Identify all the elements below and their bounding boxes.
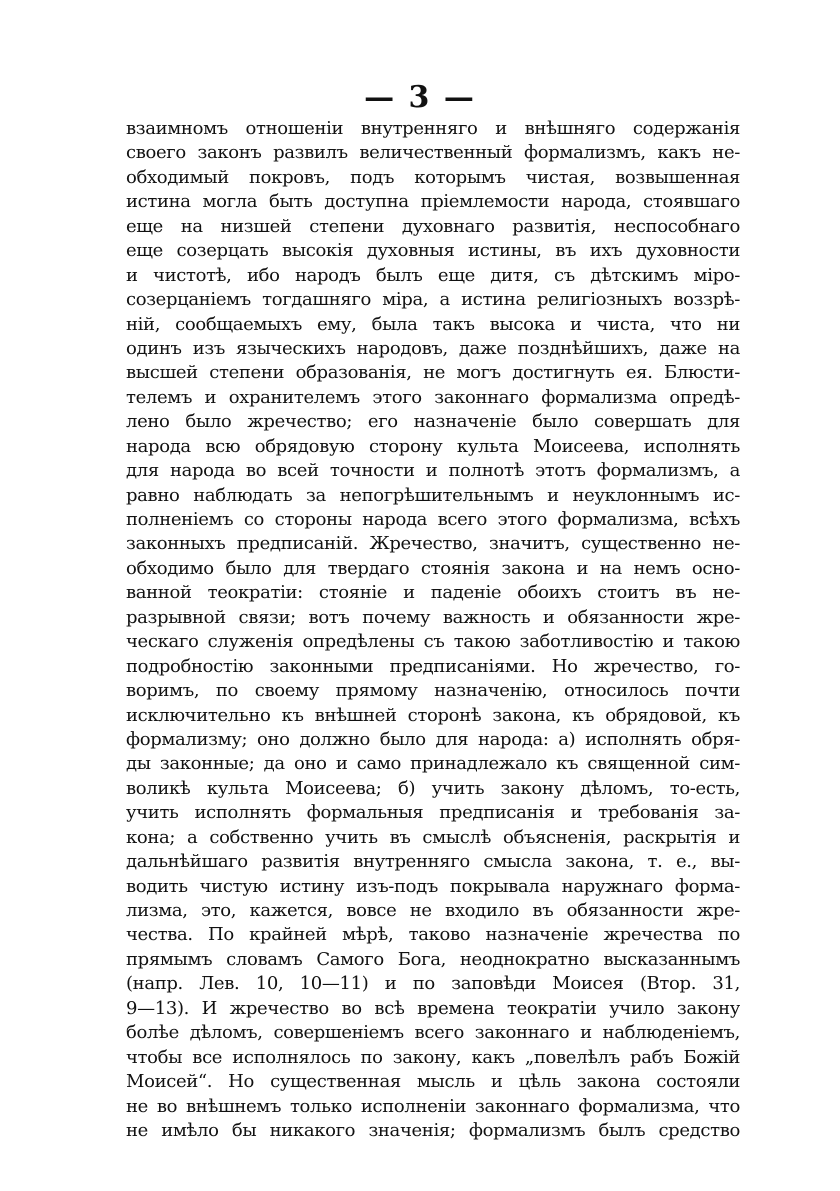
text-line: разрывной связи; вотъ почему важность и обязанности жре-: [126, 606, 740, 628]
text-line: обходимо было для твердаго стоянія закона и на немъ осно-: [126, 557, 740, 579]
text-line: 9—13). И жречество во всѣ времена теократіи учило закону: [126, 997, 740, 1019]
text-line: дальнѣйшаго развитія внутренняго смысла закона, т. е., вы-: [126, 851, 740, 873]
text-line: кона; а собственно учить въ смыслѣ объясненія, раскрытія и: [126, 826, 740, 848]
text-line: чтобы все исполнялось по закону, какъ „повелѣлъ рабъ Божій: [126, 1046, 740, 1068]
text-line: подробностію законными предписаніями. Но жречество, го-: [126, 655, 740, 677]
text-line: учить исполнять формальныя предписанія и требованія за-: [126, 802, 740, 824]
text-line: еще созерцать высокія духовныя истины, въ ихъ духовности: [126, 240, 740, 262]
text-line: лизма, это, кажется, вовсе не входило въ обязанности жре-: [126, 900, 740, 921]
text-line: и чистотѣ, ибо народъ былъ еще дитя, съ дѣтскимъ міро-: [126, 264, 740, 286]
text-line: воликѣ культа Моисеева; б) учить закону дѣломъ, то-есть,: [126, 777, 740, 799]
text-line: болѣе дѣломъ, совершеніемъ всего законнаго и наблюденіемъ,: [126, 1022, 740, 1044]
text-line: не во внѣшнемъ только исполненіи законнаго формализма, что: [126, 1095, 740, 1117]
text-line: для народа во всей точности и полнотѣ этотъ формализмъ, а: [126, 460, 740, 482]
page-number: — 3 —: [364, 80, 476, 115]
text-line: полненіемъ со стороны народа всего этого формализма, всѣхъ: [126, 509, 740, 530]
text-line: лено было жречество; его назначеніе было совершать для: [126, 411, 740, 433]
text-line: законныхъ предписаній. Жречество, значитъ, существенно не-: [126, 533, 740, 555]
text-line: водить чистую истину изъ-подъ покрывала наружнаго форма-: [126, 875, 740, 897]
text-line: формализму; оно должно было для народа: а) исполнять обря-: [126, 728, 740, 750]
text-line: Моисей“. Но существенная мысль и цѣль закона состояли: [126, 1071, 740, 1093]
text-line: ній, сообщаемыхъ ему, была такъ высока и чиста, что ни: [126, 313, 740, 335]
body-text: [126, 117, 740, 1143]
text-line: не имѣло бы никакого значенія; формализмъ былъ средство: [126, 1119, 740, 1141]
text-line: взаимномъ отношеніи внутренняго и внѣшняго содержанія: [126, 118, 740, 139]
text-line: ды законные; да оно и само принадлежало къ священной сим-: [126, 753, 740, 775]
text-line: (напр. Лев. 10, 10—11) и по заповѣди Моисея (Втор. 31,: [126, 973, 740, 995]
text-line: высшей степени образованія, не могъ достигнуть ея. Блюсти-: [126, 362, 740, 384]
text-line: воримъ, по своему прямому назначенію, относилось почти: [126, 680, 740, 702]
text-line: ческаго служенія опредѣлены съ такою заботливостію и такою: [126, 631, 740, 653]
text-line: телемъ и охранителемъ этого законнаго формализма опредѣ-: [126, 386, 740, 408]
text-line: обходимый покровъ, подъ которымъ чистая, возвышенная: [126, 166, 740, 188]
text-line: народа всю обрядовую сторону культа Моисеева, исполнять: [126, 435, 740, 457]
text-line: еще на низшей степени духовнаго развитія, неспособнаго: [126, 215, 740, 237]
text-line: одинъ изъ языческихъ народовъ, даже позднѣйшихъ, даже на: [126, 337, 740, 359]
text-line: прямымъ словамъ Самого Бога, неоднократно высказаннымъ: [126, 948, 740, 970]
text-line: истина могла быть доступна пріемлемости народа, стоявшаго: [126, 191, 740, 213]
text-line: чества. По крайней мѣрѣ, таково назначеніе жречества по: [126, 924, 740, 946]
text-line: исключительно къ внѣшней сторонѣ закона, къ обрядовой, къ: [126, 704, 740, 726]
text-line: ванной теократіи: стояніе и паденіе обоихъ стоитъ въ не-: [126, 582, 740, 604]
text-line: равно наблюдать за непогрѣшительнымъ и неуклоннымъ ис-: [126, 484, 740, 506]
text-line: своего законъ развилъ величественный формализмъ, какъ не-: [126, 142, 740, 164]
text-line: созерцаніемъ тогдашняго міра, а истина религіозныхъ воззрѣ-: [126, 289, 740, 311]
